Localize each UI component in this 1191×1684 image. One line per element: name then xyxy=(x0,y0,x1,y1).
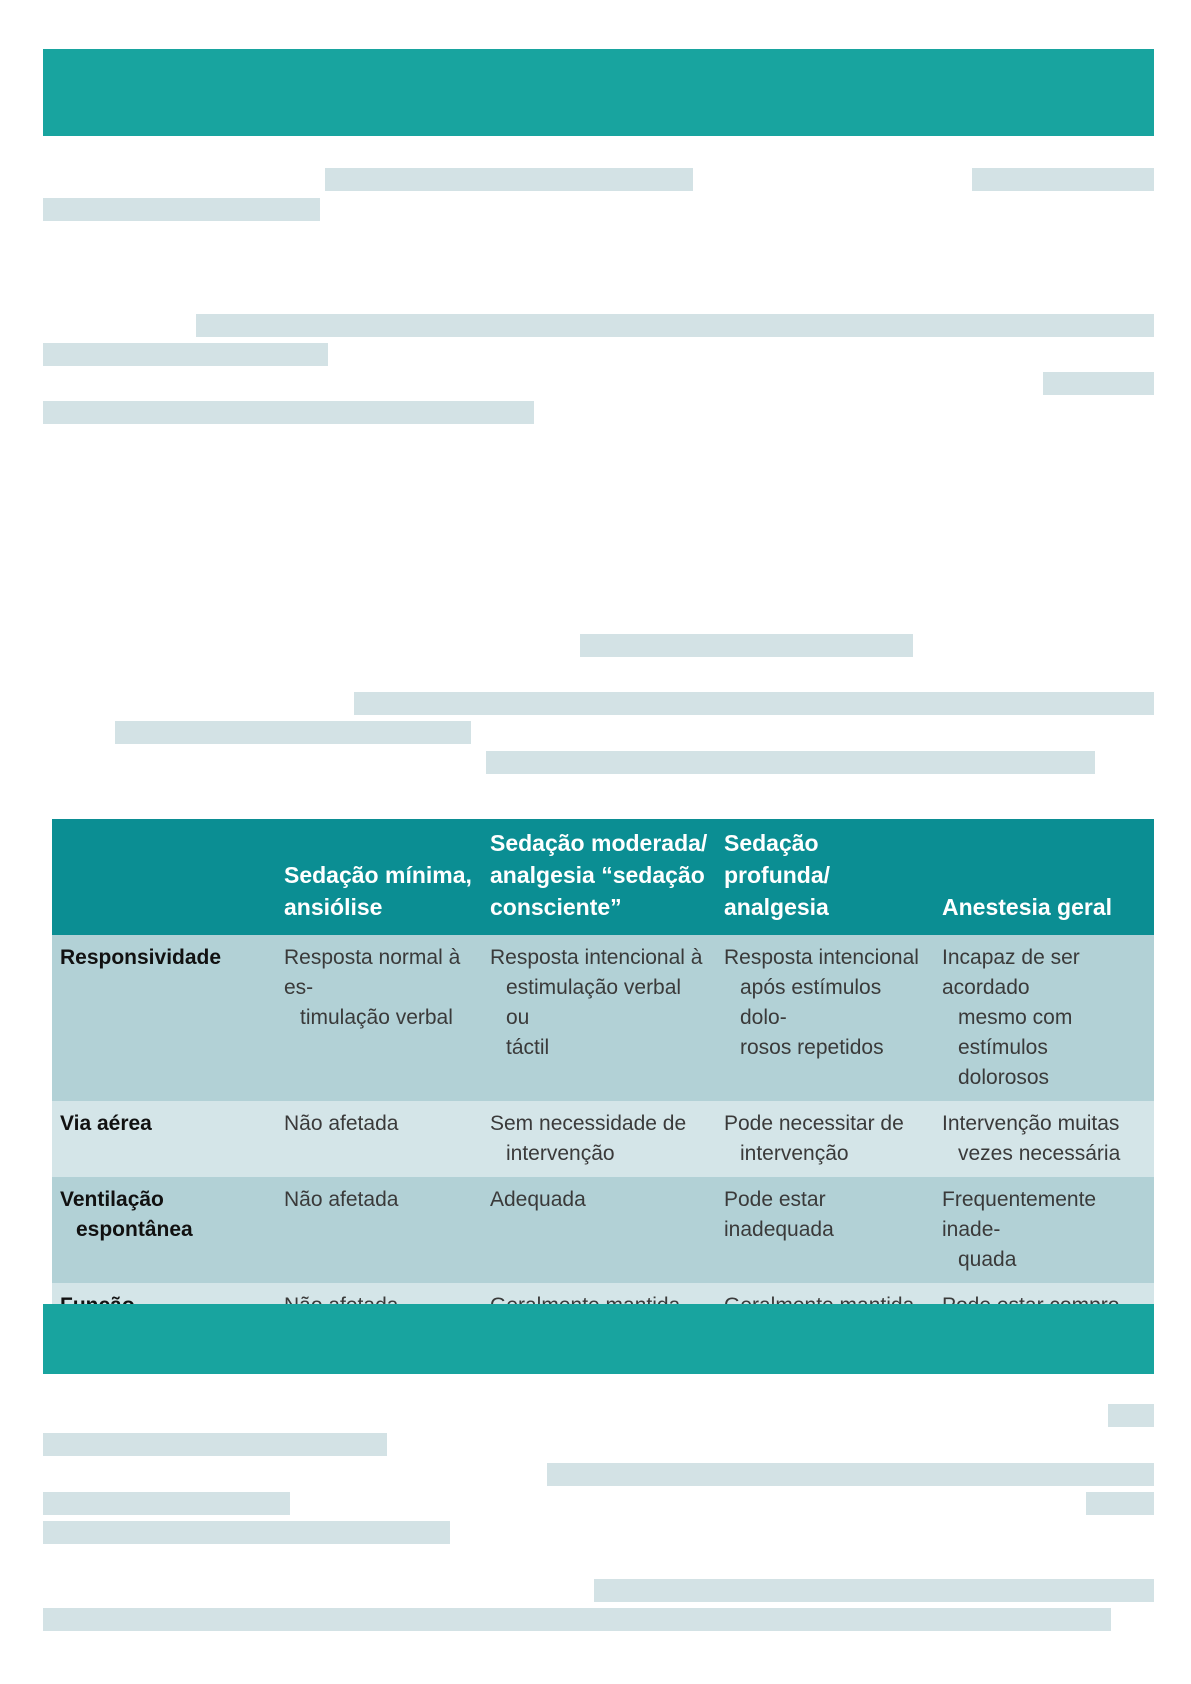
table-cell: Pode necessitar de intervenção xyxy=(716,1101,934,1177)
table-cell: Pode estar inadequada xyxy=(716,1177,934,1283)
redacted-text-bar xyxy=(486,751,1095,774)
redacted-text-bar xyxy=(43,401,534,424)
row-label: Responsividade xyxy=(52,935,276,1101)
redacted-text-bar xyxy=(43,198,320,221)
redacted-text-bar xyxy=(115,721,471,744)
redacted-text-bar xyxy=(1043,372,1154,395)
header-empty xyxy=(52,819,276,935)
redacted-text-bar xyxy=(43,1492,290,1515)
row-label: Ventilação espontânea xyxy=(52,1177,276,1283)
redacted-text-bar xyxy=(1108,1404,1154,1427)
table-cell: Resposta normal à es- timulação verbal xyxy=(276,935,482,1101)
sedation-levels-table xyxy=(52,819,1154,1362)
table-row-responsiveness xyxy=(52,935,1154,1101)
redacted-text-bar xyxy=(43,1521,450,1544)
table-cell: Adequada xyxy=(482,1177,716,1283)
section-header-band-bottom xyxy=(43,1304,1154,1374)
header-moderate-sedation: Sedação moderada/ analgesia “sedação consciente” xyxy=(482,819,716,935)
header-minimal-sedation: Sedação mínima, ansiólise xyxy=(276,819,482,935)
table-header-row xyxy=(52,819,1154,935)
redacted-text-bar xyxy=(580,634,913,657)
redacted-text-bar xyxy=(196,314,1154,337)
table-row-spontaneous-ventilation xyxy=(52,1177,1154,1283)
redacted-text-bar xyxy=(325,168,693,191)
table-row-airway xyxy=(52,1101,1154,1177)
redacted-text-bar xyxy=(43,1608,1111,1631)
header-general-anesthesia: Anestesia geral xyxy=(934,819,1154,935)
redacted-text-bar xyxy=(547,1463,1154,1486)
redacted-text-bar xyxy=(43,343,328,366)
redacted-text-bar xyxy=(1086,1492,1154,1515)
table-cell: Não afetada xyxy=(276,1177,482,1283)
table-cell: Sem necessidade de intervenção xyxy=(482,1101,716,1177)
redacted-text-bar xyxy=(354,692,1154,715)
table-cell: Resposta intencional à estimulação verbal ou táctil xyxy=(482,935,716,1101)
redacted-text-bar xyxy=(43,1433,387,1456)
table-cell: Resposta intencional após estímulos dolo- rosos repetidos xyxy=(716,935,934,1101)
table-cell: Não afetada xyxy=(276,1101,482,1177)
redacted-text-bar xyxy=(972,168,1154,191)
table-cell: Frequentemente inade- quada xyxy=(934,1177,1154,1283)
row-label: Via aérea xyxy=(52,1101,276,1177)
header-deep-sedation: Sedação profunda/ analgesia xyxy=(716,819,934,935)
redacted-text-bar xyxy=(594,1579,1154,1602)
table-cell: Intervenção muitas vezes necessária xyxy=(934,1101,1154,1177)
section-header-band-top xyxy=(43,49,1154,136)
table-cell: Incapaz de ser acordado mesmo com estímulos dolorosos xyxy=(934,935,1154,1101)
